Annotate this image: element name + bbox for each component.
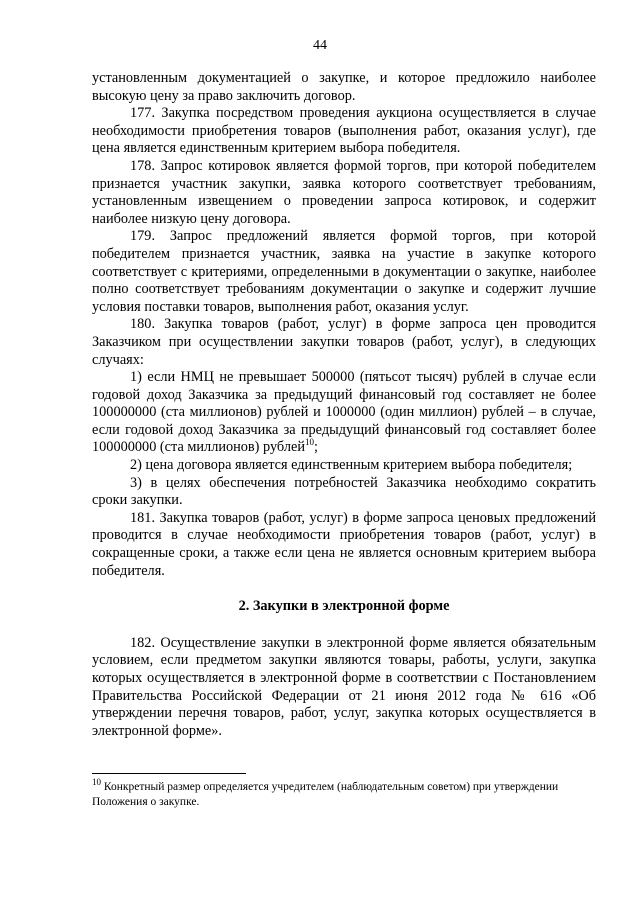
paragraph-180: 180. Закупка товаров (работ, услуг) в форме запроса цен проводится Заказчиком при осуществлении закупки товаров (работ, услуг), в следующих случаях: xyxy=(92,316,596,368)
footnote-text: Конкретный размер определяется учредителем (наблюдательным советом) при утверждении Положения о закупке. xyxy=(92,781,559,808)
page-number: 44 xyxy=(313,38,327,53)
paragraph-179: 179. Запрос предложений является формой торгов, при которой победителем признается участник, заявка на участие в закупке которого соответствует с критериями, определенными в документации о закупке, наиболее полно соответствует требованиям документации о закупке и содержит лучшие условия поставки товаров, выполнения работ, оказания услуг. xyxy=(92,228,596,315)
paragraph-178: 178. Запрос котировок является формой торгов, при которой победителем признается участник закупки, заявка которого соответствует требованиям, установленным извещением о проведении запроса котировок, и содержит наиболее низкую цену договора. xyxy=(92,157,596,227)
document-body xyxy=(92,70,596,740)
paragraph-182: 182. Осуществление закупки в электронной форме является обязательным условием, если предметом закупки являются товары, работы, услуги, закупка которых осуществляется в электронной форме в соответствии с Постановлением Правительства Российской Федерации от 21 июня 2012 года № 616 «Об утверждении перечня товаров, работ, услуг, закупка которых осуществляется в электронной форме». xyxy=(92,634,596,739)
paragraph-continuation: установленным документацией о закупке, и которое предложило наиболее высокую цену за право заключить договор. xyxy=(92,70,596,104)
footnote xyxy=(92,777,562,810)
paragraph-181: 181. Закупка товаров (работ, услуг) в форме запроса ценовых предложений проводится в случае необходимости приобретения товаров (работ, услуг) в сокращенные сроки, а также если цена не является основным критерием выбора победителя. xyxy=(92,509,596,579)
item-1-text: 1) если НМЦ не превышает 500000 (пятьсот тысяч) рублей в случае если годовой доход Заказчика за предыдущий финансовый год составляет не более 100000000 (ста миллионов) рублей и 1000000 (один миллион) рублей – в случае, если годовой доход Заказчика за предыдущий финансовый год составляет более 100000000 (ста миллионов) рублей xyxy=(92,369,596,456)
paragraph-180-item-3: 3) в целях обеспечения потребностей Заказчика необходимо сократить сроки закупки. xyxy=(92,474,596,509)
section-heading: 2. Закупки в электронной форме xyxy=(238,598,450,615)
footnote-separator xyxy=(92,773,246,774)
paragraph-180-item-2: 2) цена договора является единственным критерием выбора победителя; xyxy=(130,457,573,474)
paragraph-177: 177. Закупка посредством проведения аукциона осуществляется в случае необходимости приобретения товаров (выполнения работ, оказания услуг), где цена является единственным критерием выбора победителя. xyxy=(92,105,596,157)
footnote-number: 10 xyxy=(92,777,101,788)
footnote-reference: 10 xyxy=(304,437,314,448)
item-1-end: ; xyxy=(313,439,318,456)
paragraph-180-item-1 xyxy=(92,369,596,457)
